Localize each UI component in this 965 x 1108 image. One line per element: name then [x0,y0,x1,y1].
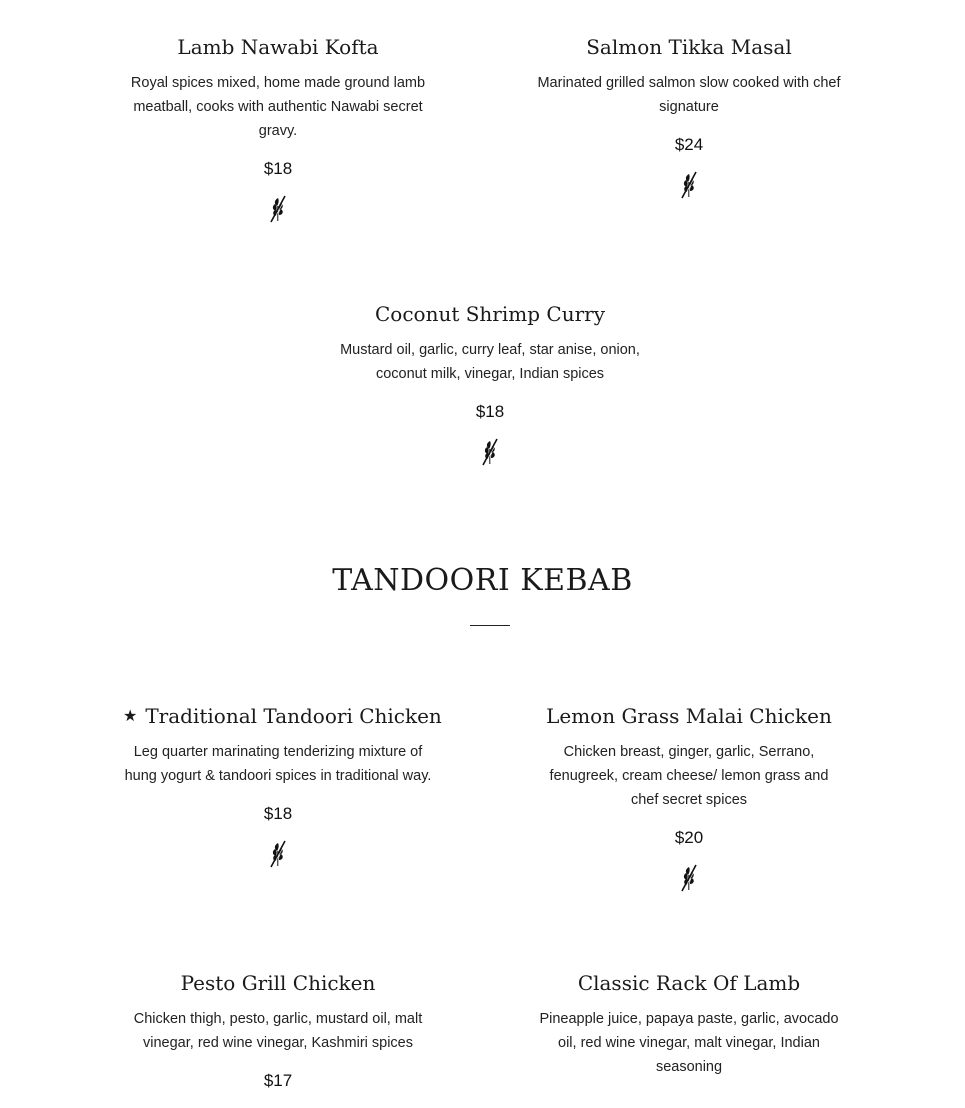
menu-item-name: Lemon Grass Malai Chicken [546,704,832,728]
menu-item [335,300,645,467]
menu-item [123,702,442,869]
menu-item-price: $20 [674,828,704,847]
menu-item [123,33,433,224]
menu-item-name: Coconut Shrimp Curry [374,302,605,326]
menu-item-name-text: Traditional Tandoori Chicken [145,704,442,728]
menu-item-name: Salmon Tikka Masal [586,35,792,59]
section-title: TANDOORI KEBAB [332,563,633,598]
menu-item-price: $18 [263,159,293,178]
menu-item-name [123,702,442,730]
gluten-free-wheat-icon [678,170,700,200]
menu-item [534,33,844,200]
menu-item-description: Royal spices mixed, home made ground lamb meatball, cooks with authentic Nawabi secret gravy. [130,75,426,139]
menu-item-description: Pineapple juice, papaya paste, garlic, avocado oil, red wine vinegar, malt vinegar, Indian seasoning [539,1011,839,1075]
menu-item [534,969,844,1079]
gluten-free-wheat-icon [267,194,289,224]
gluten-free-wheat-icon [267,839,289,869]
menu-item-name: Lamb Nawabi Kofta [177,35,379,59]
menu-item-name: Pesto Grill Chicken [180,971,376,995]
menu-item [534,702,844,893]
section-divider [470,625,510,626]
gluten-free-wheat-icon [479,437,501,467]
menu-item-description: Chicken breast, ginger, garlic, Serrano, fenugreek, cream cheese/ lemon grass and chef secret spices [549,744,829,808]
menu-item-price: $24 [674,135,704,154]
menu-item-description: Mustard oil, garlic, curry leaf, star anise, onion, coconut milk, vinegar, Indian spices [340,342,640,382]
featured-star-icon: ★ [123,706,138,725]
menu-item-price: $18 [475,402,505,421]
menu-item-description: Marinated grilled salmon slow cooked with chef signature [537,75,841,115]
menu-item-description: Leg quarter marinating tenderizing mixture of hung yogurt & tandoori spices in traditional way. [124,744,432,784]
gluten-free-wheat-icon [678,863,700,893]
menu-item-description: Chicken thigh, pesto, garlic, mustard oil, malt vinegar, red wine vinegar, Kashmiri spices [133,1011,423,1051]
menu-item [123,969,433,1093]
menu-item-price: $17 [263,1071,293,1090]
menu-item-price: $18 [263,804,293,823]
menu-item-name: Classic Rack Of Lamb [577,971,801,995]
